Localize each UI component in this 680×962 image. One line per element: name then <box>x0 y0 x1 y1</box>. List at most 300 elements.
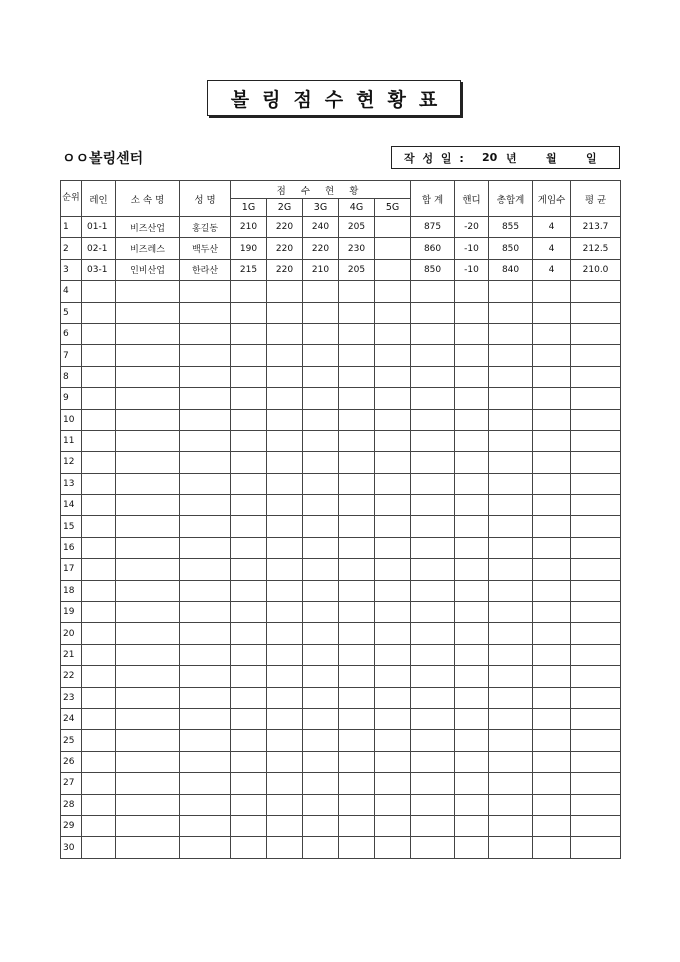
game-2-cell <box>267 366 303 387</box>
average-cell <box>571 751 621 772</box>
name-cell <box>180 302 231 323</box>
sum-cell <box>411 473 455 494</box>
name-cell <box>180 559 231 580</box>
table-row <box>61 602 621 623</box>
game-count-cell <box>533 559 571 580</box>
average-cell <box>571 281 621 302</box>
game-1-cell: 210 <box>231 217 267 238</box>
lane-cell <box>82 281 116 302</box>
game-5-cell <box>375 794 411 815</box>
grand-total-cell <box>489 580 533 601</box>
game-count-cell <box>533 302 571 323</box>
game-2-cell: 220 <box>267 259 303 280</box>
rank-cell: 7 <box>61 345 82 366</box>
game-4-cell: 230 <box>339 238 375 259</box>
table-row <box>61 730 621 751</box>
game-count-cell <box>533 751 571 772</box>
handicap-cell <box>455 773 489 794</box>
game-5-cell <box>375 773 411 794</box>
game-1-cell <box>231 559 267 580</box>
lane-cell <box>82 687 116 708</box>
rank-cell: 14 <box>61 495 82 516</box>
game-3-cell <box>303 430 339 451</box>
name-cell <box>180 644 231 665</box>
table-row <box>61 708 621 729</box>
table-row <box>61 302 621 323</box>
game-4-cell <box>339 430 375 451</box>
game-count-cell <box>533 773 571 794</box>
game-4-cell <box>339 516 375 537</box>
table-row <box>61 537 621 558</box>
name-cell <box>180 751 231 772</box>
average-cell <box>571 687 621 708</box>
header-game-4: 4G <box>339 199 375 217</box>
name-cell <box>180 345 231 366</box>
header-grand-total: 총합계 <box>489 181 533 217</box>
lane-cell <box>82 773 116 794</box>
game-3-cell <box>303 345 339 366</box>
header-game-count: 게임수 <box>533 181 571 217</box>
name-cell <box>180 687 231 708</box>
sum-cell <box>411 794 455 815</box>
table-row <box>61 751 621 772</box>
sum-cell <box>411 602 455 623</box>
header-score-status: 점 수 현 황 <box>231 181 411 199</box>
handicap-cell <box>455 580 489 601</box>
table-row <box>61 281 621 302</box>
handicap-cell <box>455 495 489 516</box>
game-2-cell <box>267 495 303 516</box>
game-4-cell <box>339 281 375 302</box>
header-affiliation: 소 속 명 <box>116 181 180 217</box>
sum-cell <box>411 837 455 858</box>
game-count-cell <box>533 495 571 516</box>
sum-cell <box>411 281 455 302</box>
handicap-cell <box>455 708 489 729</box>
game-3-cell <box>303 794 339 815</box>
handicap-cell <box>455 623 489 644</box>
game-1-cell <box>231 751 267 772</box>
handicap-cell <box>455 409 489 430</box>
game-2-cell <box>267 794 303 815</box>
grand-total-cell <box>489 323 533 344</box>
lane-cell <box>82 730 116 751</box>
game-1-cell <box>231 687 267 708</box>
game-3-cell <box>303 815 339 836</box>
affiliation-cell <box>116 687 180 708</box>
table-row <box>61 323 621 344</box>
game-5-cell <box>375 217 411 238</box>
affiliation-cell <box>116 708 180 729</box>
handicap-cell <box>455 730 489 751</box>
game-5-cell <box>375 815 411 836</box>
date-year-unit: 년 <box>506 151 517 165</box>
title-box <box>207 80 461 116</box>
average-cell <box>571 323 621 344</box>
game-count-cell <box>533 430 571 451</box>
handicap-cell: -10 <box>455 259 489 280</box>
header-game-1: 1G <box>231 199 267 217</box>
average-cell <box>571 302 621 323</box>
name-cell <box>180 473 231 494</box>
game-count-cell <box>533 644 571 665</box>
game-count-cell: 4 <box>533 217 571 238</box>
game-1-cell <box>231 366 267 387</box>
game-1-cell <box>231 323 267 344</box>
affiliation-cell <box>116 388 180 409</box>
table-row <box>61 773 621 794</box>
sum-cell <box>411 366 455 387</box>
game-count-cell <box>533 623 571 644</box>
game-2-cell: 220 <box>267 217 303 238</box>
game-5-cell <box>375 473 411 494</box>
name-cell <box>180 516 231 537</box>
game-4-cell <box>339 687 375 708</box>
game-2-cell <box>267 559 303 580</box>
average-cell <box>571 388 621 409</box>
rank-cell: 6 <box>61 323 82 344</box>
game-2-cell <box>267 281 303 302</box>
average-cell <box>571 794 621 815</box>
lane-cell <box>82 623 116 644</box>
grand-total-cell <box>489 452 533 473</box>
header-sum: 합 계 <box>411 181 455 217</box>
lane-cell <box>82 430 116 451</box>
affiliation-cell <box>116 430 180 451</box>
game-3-cell <box>303 495 339 516</box>
sum-cell <box>411 323 455 344</box>
game-count-cell <box>533 516 571 537</box>
grand-total-cell <box>489 815 533 836</box>
game-3-cell <box>303 559 339 580</box>
lane-cell <box>82 794 116 815</box>
affiliation-cell <box>116 473 180 494</box>
sum-cell <box>411 345 455 366</box>
game-2-cell <box>267 623 303 644</box>
name-cell <box>180 666 231 687</box>
game-3-cell: 210 <box>303 259 339 280</box>
table-body <box>61 217 621 859</box>
handicap-cell <box>455 452 489 473</box>
name-cell <box>180 409 231 430</box>
average-cell <box>571 516 621 537</box>
game-count-cell <box>533 281 571 302</box>
game-4-cell <box>339 559 375 580</box>
lane-cell: 01-1 <box>82 217 116 238</box>
affiliation-cell <box>116 602 180 623</box>
name-cell <box>180 495 231 516</box>
header-handicap: 핸디 <box>455 181 489 217</box>
game-1-cell <box>231 516 267 537</box>
table-row <box>61 623 621 644</box>
game-5-cell <box>375 623 411 644</box>
table-row <box>61 516 621 537</box>
game-4-cell <box>339 730 375 751</box>
game-2-cell <box>267 666 303 687</box>
game-2-cell <box>267 644 303 665</box>
rank-cell: 30 <box>61 837 82 858</box>
game-3-cell <box>303 773 339 794</box>
game-count-cell <box>533 409 571 430</box>
game-count-cell: 4 <box>533 238 571 259</box>
sum-cell <box>411 666 455 687</box>
handicap-cell <box>455 430 489 451</box>
game-4-cell: 205 <box>339 217 375 238</box>
game-5-cell <box>375 430 411 451</box>
game-2-cell <box>267 473 303 494</box>
name-cell <box>180 281 231 302</box>
lane-cell: 02-1 <box>82 238 116 259</box>
handicap-cell <box>455 516 489 537</box>
game-2-cell <box>267 687 303 708</box>
game-5-cell <box>375 409 411 430</box>
rank-cell: 15 <box>61 516 82 537</box>
game-2-cell <box>267 751 303 772</box>
game-1-cell <box>231 666 267 687</box>
game-4-cell <box>339 794 375 815</box>
average-cell <box>571 473 621 494</box>
lane-cell <box>82 388 116 409</box>
handicap-cell <box>455 815 489 836</box>
lane-cell <box>82 751 116 772</box>
name-cell <box>180 580 231 601</box>
game-1-cell <box>231 773 267 794</box>
name-cell <box>180 602 231 623</box>
game-5-cell <box>375 238 411 259</box>
game-4-cell: 205 <box>339 259 375 280</box>
average-cell <box>571 537 621 558</box>
affiliation-cell <box>116 516 180 537</box>
game-4-cell <box>339 773 375 794</box>
game-4-cell <box>339 495 375 516</box>
average-cell <box>571 837 621 858</box>
game-3-cell <box>303 580 339 601</box>
rank-cell: 20 <box>61 623 82 644</box>
game-1-cell <box>231 409 267 430</box>
average-cell <box>571 452 621 473</box>
rank-cell: 5 <box>61 302 82 323</box>
handicap-cell <box>455 837 489 858</box>
game-2-cell <box>267 430 303 451</box>
table-row <box>61 815 621 836</box>
grand-total-cell <box>489 473 533 494</box>
table-row <box>61 580 621 601</box>
game-5-cell <box>375 644 411 665</box>
name-cell <box>180 794 231 815</box>
game-count-cell <box>533 366 571 387</box>
rank-cell: 13 <box>61 473 82 494</box>
game-1-cell <box>231 345 267 366</box>
lane-cell <box>82 345 116 366</box>
game-5-cell <box>375 452 411 473</box>
rank-cell: 17 <box>61 559 82 580</box>
affiliation-cell <box>116 623 180 644</box>
game-4-cell <box>339 815 375 836</box>
affiliation-cell <box>116 495 180 516</box>
game-3-cell <box>303 281 339 302</box>
lane-cell <box>82 452 116 473</box>
name-cell <box>180 388 231 409</box>
rank-cell: 29 <box>61 815 82 836</box>
game-2-cell <box>267 815 303 836</box>
rank-cell: 27 <box>61 773 82 794</box>
grand-total-cell <box>489 751 533 772</box>
sum-cell <box>411 537 455 558</box>
rank-cell: 18 <box>61 580 82 601</box>
grand-total-cell <box>489 388 533 409</box>
handicap-cell: -20 <box>455 217 489 238</box>
game-3-cell <box>303 473 339 494</box>
game-3-cell <box>303 452 339 473</box>
grand-total-cell <box>489 409 533 430</box>
rank-cell: 4 <box>61 281 82 302</box>
handicap-cell <box>455 559 489 580</box>
affiliation-cell: 비즈레스 <box>116 238 180 259</box>
game-count-cell <box>533 815 571 836</box>
game-3-cell <box>303 730 339 751</box>
game-4-cell <box>339 623 375 644</box>
lane-cell <box>82 302 116 323</box>
game-count-cell <box>533 794 571 815</box>
game-2-cell: 220 <box>267 238 303 259</box>
handicap-cell <box>455 366 489 387</box>
game-5-cell <box>375 388 411 409</box>
affiliation-cell <box>116 452 180 473</box>
sum-cell <box>411 751 455 772</box>
game-2-cell <box>267 837 303 858</box>
table-row <box>61 217 621 238</box>
sum-cell <box>411 708 455 729</box>
table-row <box>61 837 621 858</box>
average-cell <box>571 366 621 387</box>
game-3-cell <box>303 708 339 729</box>
grand-total-cell <box>489 516 533 537</box>
handicap-cell <box>455 687 489 708</box>
lane-cell <box>82 708 116 729</box>
average-cell: 212.5 <box>571 238 621 259</box>
handicap-cell <box>455 345 489 366</box>
sum-cell <box>411 687 455 708</box>
game-5-cell <box>375 537 411 558</box>
game-5-cell <box>375 323 411 344</box>
game-2-cell <box>267 730 303 751</box>
grand-total-cell <box>489 837 533 858</box>
date-box <box>391 146 620 169</box>
game-5-cell <box>375 666 411 687</box>
average-cell <box>571 623 621 644</box>
game-count-cell <box>533 687 571 708</box>
game-4-cell <box>339 366 375 387</box>
grand-total-cell <box>489 302 533 323</box>
name-cell: 홍길동 <box>180 217 231 238</box>
game-2-cell <box>267 537 303 558</box>
date-month-unit: 월 <box>546 151 557 165</box>
game-5-cell <box>375 687 411 708</box>
rank-cell: 1 <box>61 217 82 238</box>
sum-cell <box>411 644 455 665</box>
game-3-cell <box>303 323 339 344</box>
game-3-cell <box>303 537 339 558</box>
handicap-cell <box>455 473 489 494</box>
game-count-cell <box>533 730 571 751</box>
rank-cell: 9 <box>61 388 82 409</box>
average-cell <box>571 345 621 366</box>
grand-total-cell: 855 <box>489 217 533 238</box>
table-row <box>61 473 621 494</box>
sum-cell <box>411 409 455 430</box>
lane-cell <box>82 580 116 601</box>
sum-cell <box>411 452 455 473</box>
game-4-cell <box>339 708 375 729</box>
grand-total-cell <box>489 708 533 729</box>
game-5-cell <box>375 837 411 858</box>
table-row <box>61 794 621 815</box>
average-cell <box>571 730 621 751</box>
game-4-cell <box>339 345 375 366</box>
game-4-cell <box>339 602 375 623</box>
game-1-cell <box>231 837 267 858</box>
date-year: 20 <box>482 151 498 164</box>
name-cell <box>180 323 231 344</box>
game-1-cell: 215 <box>231 259 267 280</box>
name-cell <box>180 452 231 473</box>
game-3-cell <box>303 687 339 708</box>
average-cell: 213.7 <box>571 217 621 238</box>
game-2-cell <box>267 773 303 794</box>
game-count-cell <box>533 602 571 623</box>
rank-cell: 22 <box>61 666 82 687</box>
game-2-cell <box>267 323 303 344</box>
game-4-cell <box>339 537 375 558</box>
sum-cell <box>411 495 455 516</box>
header-game-2: 2G <box>267 199 303 217</box>
handicap-cell <box>455 388 489 409</box>
grand-total-cell <box>489 345 533 366</box>
game-4-cell <box>339 751 375 772</box>
game-1-cell <box>231 644 267 665</box>
lane-cell <box>82 644 116 665</box>
header-rank: 순위 <box>61 181 82 217</box>
affiliation-cell <box>116 302 180 323</box>
name-cell <box>180 366 231 387</box>
game-4-cell <box>339 666 375 687</box>
average-cell <box>571 708 621 729</box>
average-cell <box>571 773 621 794</box>
affiliation-cell <box>116 580 180 601</box>
average-cell <box>571 495 621 516</box>
game-2-cell <box>267 302 303 323</box>
score-table <box>60 180 621 859</box>
game-5-cell <box>375 281 411 302</box>
game-1-cell <box>231 708 267 729</box>
game-4-cell <box>339 409 375 430</box>
name-cell <box>180 815 231 836</box>
sum-cell <box>411 580 455 601</box>
game-4-cell <box>339 473 375 494</box>
rank-cell: 8 <box>61 366 82 387</box>
grand-total-cell <box>489 366 533 387</box>
average-cell <box>571 559 621 580</box>
date-day-unit: 일 <box>586 151 597 165</box>
name-cell: 한라산 <box>180 259 231 280</box>
lane-cell <box>82 366 116 387</box>
page-title: 볼링점수현황표 <box>230 88 451 111</box>
game-count-cell <box>533 666 571 687</box>
average-cell <box>571 430 621 451</box>
sum-cell <box>411 388 455 409</box>
game-2-cell <box>267 452 303 473</box>
game-1-cell <box>231 495 267 516</box>
